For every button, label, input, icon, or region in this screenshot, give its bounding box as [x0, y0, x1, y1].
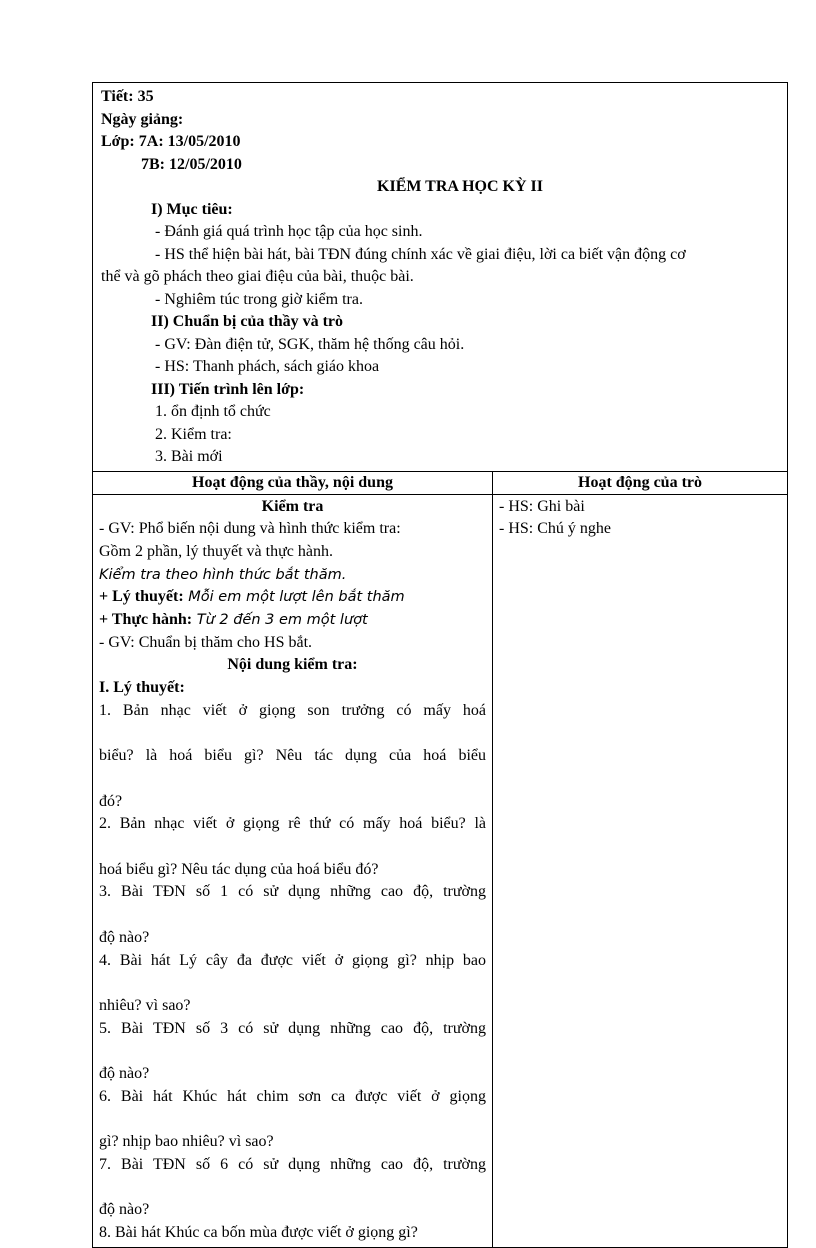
practice-text: Từ 2 đến 3 em một lượt	[192, 612, 368, 629]
practice-label: + Thực hành:	[99, 611, 193, 629]
objective-1: - Đánh giá quá trình học tập của học sinh.	[155, 223, 423, 240]
teacher-column-header: Hoạt động của thầy, nội dung	[93, 472, 492, 495]
question-line: 3. Bài TĐN số 1 có sử dụng những cao độ, trường	[99, 883, 486, 901]
test-content-heading: Nội dung kiểm tra:	[227, 656, 358, 674]
preparation-heading: II) Chuẩn bị của thầy và trò	[151, 313, 344, 330]
student-activity-1: - HS: Ghi bài	[499, 497, 585, 515]
question-line: 5. Bài TĐN số 3 có sử dụng những cao độ, trường	[99, 1019, 486, 1037]
procedure-3: 3. Bài mới	[155, 448, 223, 465]
question-line: độ nào?	[99, 1065, 150, 1083]
lesson-header	[93, 83, 787, 472]
student-column	[493, 472, 787, 1247]
theory-format	[99, 586, 486, 609]
teacher-column	[93, 472, 493, 1247]
page-title: KIỂM TRA HỌC KỲ II	[377, 178, 543, 195]
student-column-content	[493, 495, 787, 543]
question-line: gì? nhịp bao nhiêu? vì sao?	[99, 1133, 274, 1151]
objective-3: - Nghiêm túc trong giờ kiểm tra.	[155, 290, 363, 308]
lesson-number: Tiết: 35	[101, 88, 154, 105]
question-line: độ nào?	[99, 928, 150, 946]
test-format: Kiểm tra theo hình thức bắt thăm.	[99, 566, 347, 583]
question-5	[99, 1018, 486, 1086]
question-6	[99, 1086, 486, 1154]
gv-announce: - GV: Phổ biến nội dung và hình thức kiểm tra:	[99, 520, 401, 538]
question-line: 6. Bài hát Khúc hát chim sơn ca được viết ở giọng	[99, 1087, 486, 1105]
preparation-2: - HS: Thanh phách, sách giáo khoa	[155, 358, 380, 375]
theory-label: + Lý thuyết:	[99, 588, 184, 606]
question-line: 2. Bản nhạc viết ở giọng rê thứ có mấy hoá biểu? là	[99, 815, 486, 833]
question-line: biểu? là hoá biểu gì? Nêu tác dụng của hoá biểu	[99, 747, 486, 765]
question-7	[99, 1154, 486, 1222]
question-2	[99, 813, 486, 881]
student-activity-2: - HS: Chú ý nghe	[499, 520, 611, 538]
procedure-heading: III) Tiến trình lên lớp:	[151, 380, 305, 398]
question-1	[99, 700, 486, 814]
question-3	[99, 881, 486, 949]
procedure-2: 2. Kiểm tra:	[155, 425, 232, 443]
question-line: 1. Bản nhạc viết ở giọng son trưởng có mấy hoá	[99, 701, 486, 719]
class-7a-date: 7A: 13/05/2010	[138, 133, 241, 150]
teaching-date-label: Ngày giảng:	[101, 110, 184, 128]
theory-text: Mỗi em một lượt lên bắt thăm	[183, 589, 405, 606]
objectives-heading: I) Mục tiêu:	[151, 200, 233, 218]
activity-table	[93, 472, 787, 1247]
student-column-header: Hoạt động của trò	[493, 472, 787, 495]
check-heading: Kiểm tra	[261, 497, 324, 515]
question-8	[99, 1222, 486, 1245]
class-7a-line	[101, 131, 779, 154]
question-line: độ nào?	[99, 1201, 150, 1219]
objective-2b: thể và gõ phách theo giai điệu của bài, thuộc bài.	[101, 268, 414, 285]
question-4	[99, 950, 486, 1018]
question-line: 7. Bài TĐN số 6 có sử dụng những cao độ, trường	[99, 1155, 486, 1173]
class-label: Lớp:	[101, 133, 135, 150]
two-parts: Gồm 2 phần, lý thuyết và thực hành.	[99, 542, 333, 560]
procedure-1: 1. ổn định tổ chức	[155, 403, 271, 420]
theory-section-heading: I. Lý thuyết:	[99, 679, 185, 697]
question-line: 8. Bài hát Khúc ca bốn mùa được viết ở giọng gì?	[99, 1224, 418, 1241]
class-7b-date: 7B: 12/05/2010	[141, 155, 242, 173]
gv-prepare: - GV: Chuẩn bị thăm cho HS bắt.	[99, 633, 313, 651]
teacher-column-content	[93, 495, 492, 1247]
objective-2a: - HS thể hiện bài hát, bài TĐN đúng chính xác về giai điệu, lời ca biết vận động cơ	[155, 245, 686, 263]
practice-format	[99, 609, 486, 632]
question-line: đó?	[99, 792, 123, 810]
lesson-plan-page	[92, 82, 788, 1248]
question-line: hoá biểu gì? Nêu tác dụng của hoá biểu đó?	[99, 860, 379, 878]
preparation-1: - GV: Đàn điện tử, SGK, thăm hệ thống câu hỏi.	[155, 335, 465, 353]
question-line: 4. Bài hát Lý cây đa được viết ở giọng gì? nhịp bao	[99, 951, 486, 969]
question-line: nhiêu? vì sao?	[99, 996, 191, 1014]
